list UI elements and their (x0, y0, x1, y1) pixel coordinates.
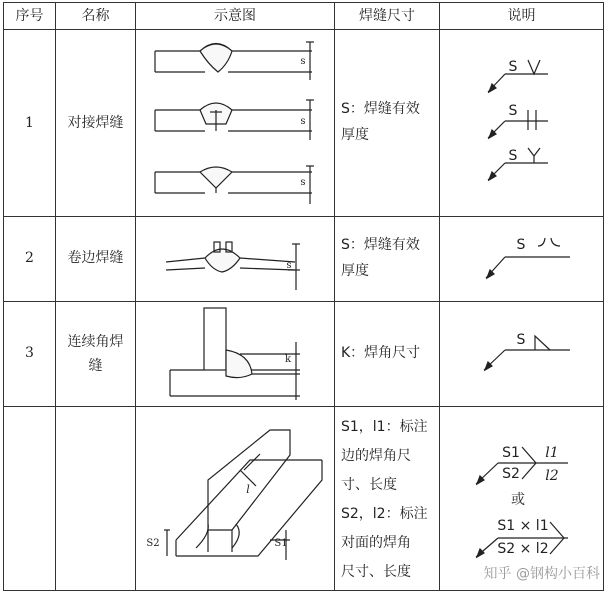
row3-no: 3 (25, 345, 34, 361)
row2-size-line1: S：焊缝有效 (341, 237, 420, 253)
row2-symbol-s: S (516, 237, 526, 253)
label-s1: S1 (274, 538, 288, 549)
label-s-4: s (286, 260, 292, 271)
butt-weld-diagram-1 (155, 42, 314, 80)
row4-or: 或 (511, 492, 525, 508)
row4-top-l: l1 (545, 445, 559, 461)
row3-size: K：焊角尺寸 (341, 345, 421, 361)
label-s-1: s (300, 56, 306, 67)
label-l: l (246, 483, 250, 496)
row1-symbol-s3: S (508, 148, 518, 164)
row2-name: 卷边焊缝 (67, 250, 124, 266)
row4-size-line3: 寸、长度 (341, 477, 397, 493)
label-s-2: s (300, 116, 306, 127)
label-s2: S2 (146, 538, 160, 549)
row3-name-line1: 连续角焊 (67, 334, 124, 350)
row2-no: 2 (25, 250, 34, 266)
row4-bottom-l: l2 (545, 468, 559, 484)
row1-symbol-s1: S (508, 59, 518, 75)
label-s-3: s (300, 177, 306, 188)
row1-no: 1 (25, 115, 34, 131)
row1-size-line1: S：焊缝有效 (341, 101, 420, 117)
header-description: 说明 (507, 8, 536, 24)
row4-top2: S1 × l1 (497, 518, 549, 534)
header-index: 序号 (15, 8, 44, 24)
label-k: k (284, 354, 292, 365)
header-weld-size: 焊缝尺寸 (359, 8, 415, 24)
fillet-weld-diagram (170, 308, 300, 400)
row4-top: S1 (502, 445, 520, 461)
row4-size-line6: 尺寸、长度 (341, 564, 411, 580)
row3-name-line2: 缝 (88, 358, 103, 374)
row4-bottom2: S2 × l2 (497, 541, 549, 557)
header-name: 名称 (81, 8, 110, 24)
row4-size-line5: 对面的焊角 (341, 535, 411, 551)
row4-size-line1: S1，l1：标注 (341, 419, 428, 435)
row4-bottom: S2 (502, 466, 520, 482)
row2-size-line2: 厚度 (341, 263, 369, 279)
row1-name: 对接焊缝 (67, 115, 124, 131)
row4-size-line2: 边的焊角尺 (341, 448, 411, 464)
row1-size-line2: 厚度 (341, 127, 369, 143)
row2-symbol (486, 238, 570, 278)
butt-weld-diagram-2 (155, 100, 314, 140)
butt-weld-diagram-3 (155, 166, 314, 204)
edge-weld-diagram (166, 242, 300, 290)
header-diagram: 示意图 (214, 8, 256, 24)
watermark: 知乎 @钢构小百科 (483, 566, 600, 582)
row3-symbol-s: S (516, 332, 526, 348)
row1-symbol-s2: S (508, 103, 518, 119)
row4-size-line4: S2，l2：标注 (341, 506, 428, 522)
